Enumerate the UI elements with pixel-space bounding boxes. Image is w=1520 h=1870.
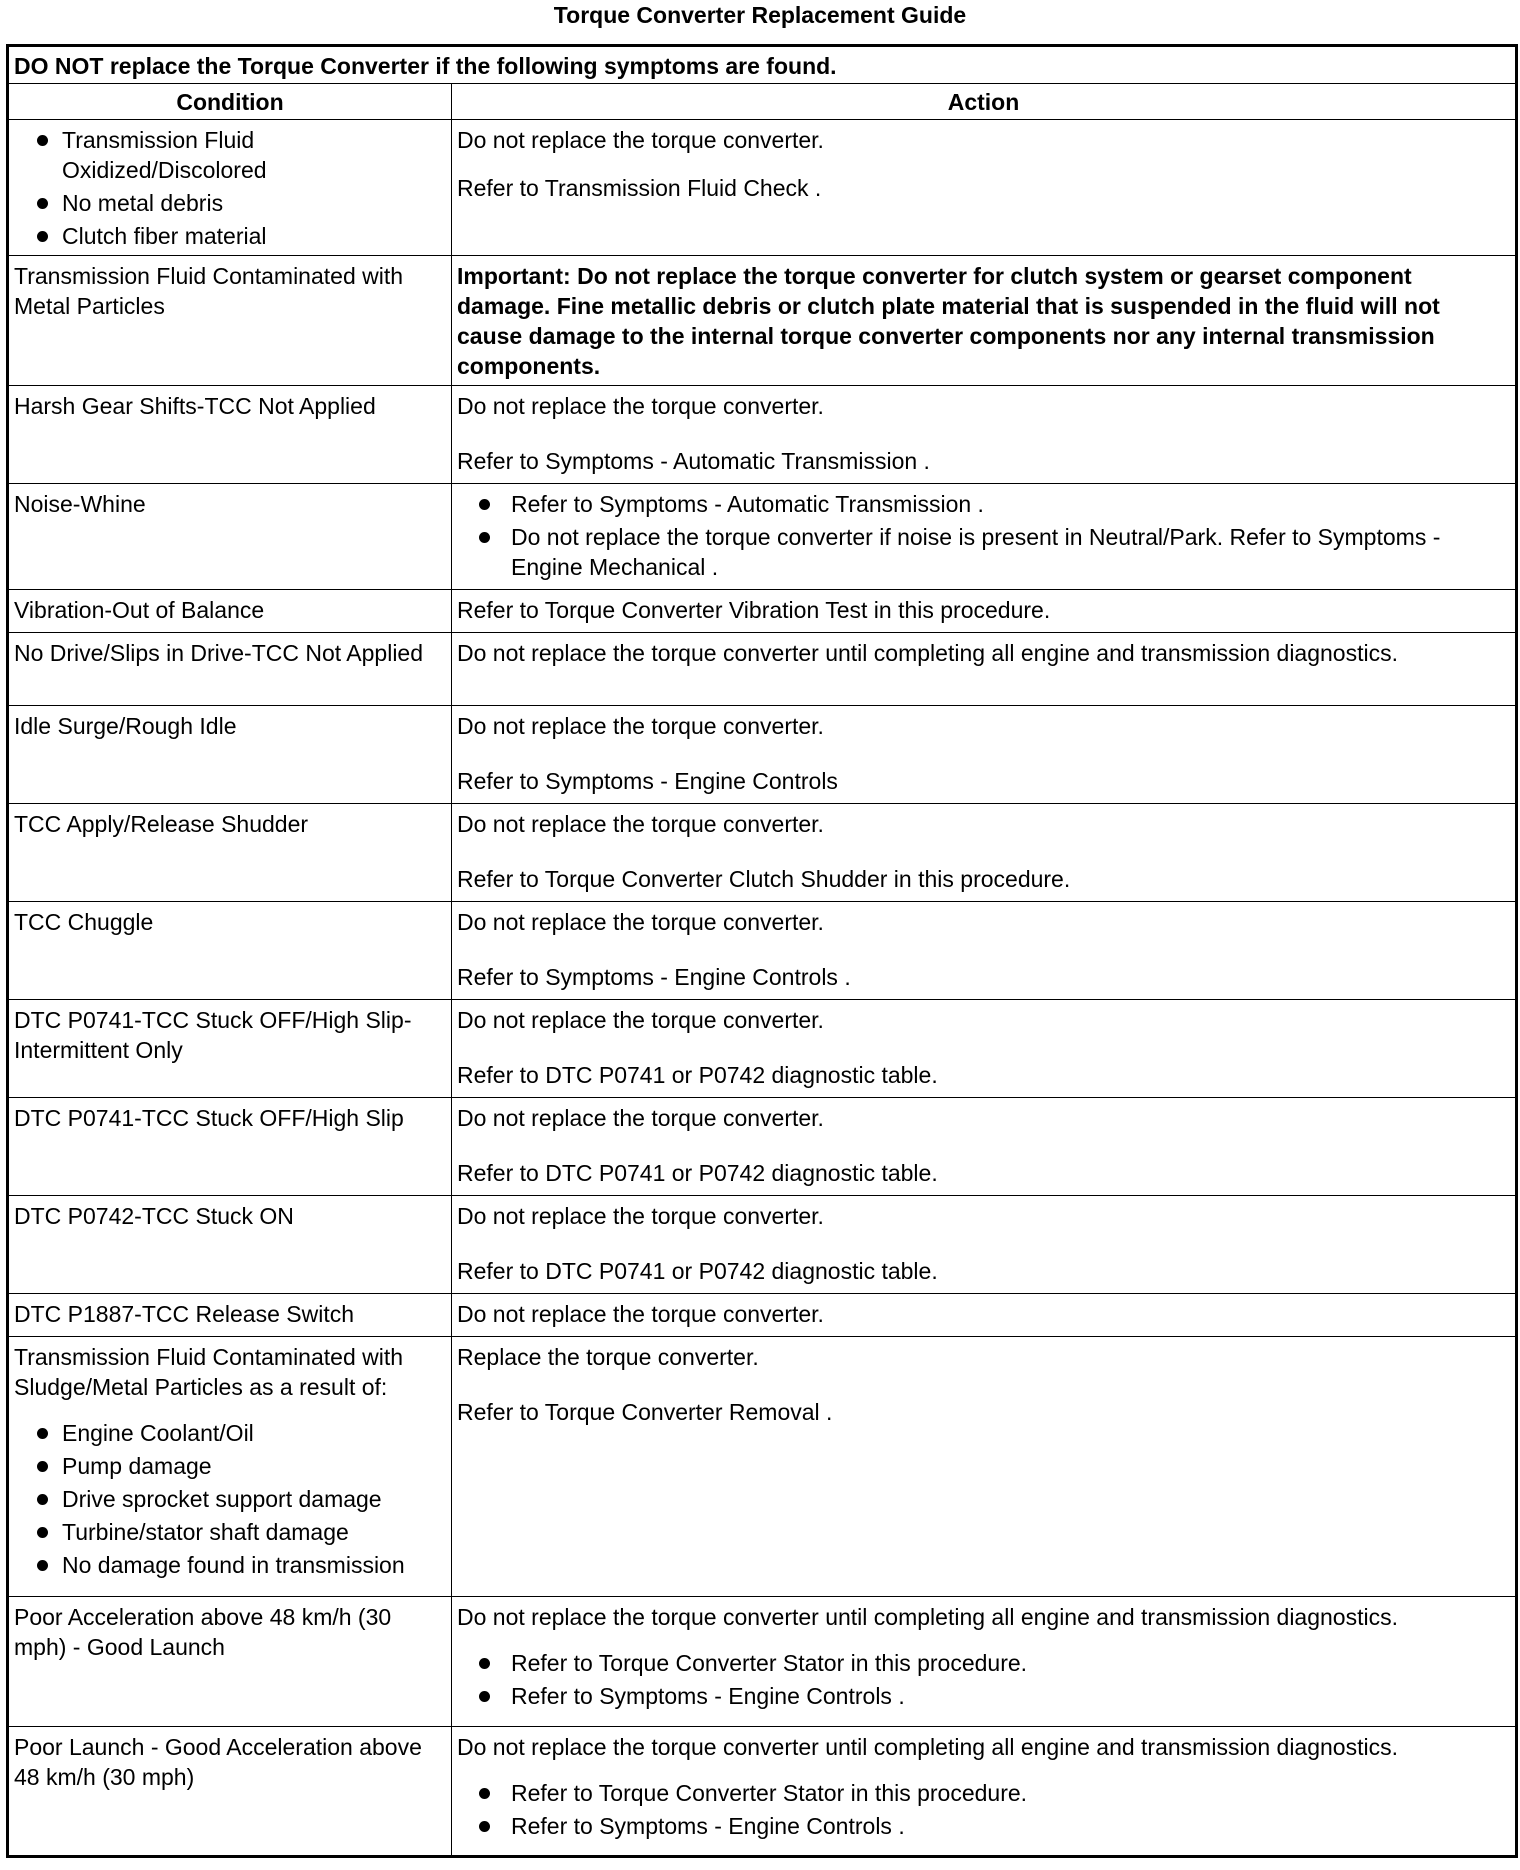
- action-text: Replace the torque converter.: [457, 1344, 759, 1370]
- condition-bullet: Transmission Fluid Oxidized/Discolored: [14, 125, 446, 185]
- action-cell: [452, 1597, 1517, 1727]
- action-cell: Refer to Torque Converter Vibration Test in this procedure.: [452, 590, 1517, 633]
- action-bullet: Do not replace the torque converter if noise is present in Neutral/Park. Refer to Symptoms - Engine Mechanical .: [457, 522, 1510, 582]
- important-note: Important: Do not replace the torque converter for clutch system or gearset component damage. Fine metallic debris or clutch plate material that is suspended in the fluid will not cause damage to the internal torque converter components nor any internal transmission components.: [452, 256, 1517, 386]
- table-row: [8, 256, 1517, 386]
- action-cell: [452, 386, 1517, 484]
- action-bullet: Refer to Symptoms - Engine Controls .: [457, 1811, 1510, 1841]
- table-row: [8, 902, 1517, 1000]
- condition-cell: Noise-Whine: [8, 484, 452, 590]
- action-bullet: Refer to Torque Converter Stator in this procedure.: [457, 1648, 1510, 1678]
- header-row: [8, 84, 1517, 120]
- table-row: [8, 633, 1517, 706]
- action-cell: [452, 1098, 1517, 1196]
- action-text: Refer to Torque Converter Clutch Shudder in this procedure.: [457, 866, 1071, 892]
- action-cell: Do not replace the torque converter.: [452, 1294, 1517, 1337]
- action-text: Do not replace the torque converter.: [457, 393, 824, 419]
- table-row: [8, 1294, 1517, 1337]
- action-text: Do not replace the torque converter.: [457, 713, 824, 739]
- action-text: Do not replace the torque converter.: [457, 1007, 824, 1033]
- condition-cell: Poor Acceleration above 48 km/h (30 mph) - Good Launch: [8, 1597, 452, 1727]
- action-text: Do not replace the torque converter until completing all engine and transmission diagnostics.: [457, 1734, 1398, 1760]
- action-cell: [452, 804, 1517, 902]
- action-text: Refer to Transmission Fluid Check .: [457, 175, 822, 201]
- action-cell: [452, 120, 1517, 256]
- condition-bullet: Turbine/stator shaft damage: [14, 1517, 446, 1547]
- action-cell: [452, 1727, 1517, 1857]
- condition-cell: DTC P0741-TCC Stuck OFF/High Slip: [8, 1098, 452, 1196]
- table-row: [8, 1337, 1517, 1597]
- condition-cell: TCC Chuggle: [8, 902, 452, 1000]
- table-row: [8, 120, 1517, 256]
- banner-row: [8, 46, 1517, 84]
- action-text: Do not replace the torque converter.: [457, 909, 824, 935]
- action-cell: [452, 706, 1517, 804]
- condition-cell: No Drive/Slips in Drive-TCC Not Applied: [8, 633, 452, 706]
- action-bullet: Refer to Torque Converter Stator in this procedure.: [457, 1778, 1510, 1808]
- table-row: [8, 1196, 1517, 1294]
- action-text: Do not replace the torque converter.: [457, 1203, 824, 1229]
- document-title: Torque Converter Replacement Guide: [553, 2, 967, 28]
- action-text: Refer to DTC P0741 or P0742 diagnostic table.: [457, 1258, 938, 1284]
- condition-header: Condition: [8, 84, 452, 120]
- table-row: [8, 1727, 1517, 1857]
- table-row: [8, 1000, 1517, 1098]
- action-bullet: Refer to Symptoms - Engine Controls .: [457, 1681, 1510, 1711]
- condition-bullet: Pump damage: [14, 1451, 446, 1481]
- action-text: Do not replace the torque converter.: [457, 811, 824, 837]
- action-cell: [452, 1337, 1517, 1597]
- condition-bullet: Clutch fiber material: [14, 221, 446, 251]
- table-row: [8, 590, 1517, 633]
- action-cell: Do not replace the torque converter until completing all engine and transmission diagnostics.: [452, 633, 1517, 706]
- action-text: Refer to DTC P0741 or P0742 diagnostic table.: [457, 1160, 938, 1186]
- condition-cell: Poor Launch - Good Acceleration above 48 km/h (30 mph): [8, 1727, 452, 1857]
- condition-bullet: Engine Coolant/Oil: [14, 1418, 446, 1448]
- condition-cell: [8, 1337, 452, 1597]
- table-row: [8, 386, 1517, 484]
- condition-cell: DTC P0741-TCC Stuck OFF/High Slip-Intermittent Only: [8, 1000, 452, 1098]
- action-cell: [452, 484, 1517, 590]
- action-header: Action: [452, 84, 1517, 120]
- condition-cell: DTC P1887-TCC Release Switch: [8, 1294, 452, 1337]
- action-text: Refer to Symptoms - Automatic Transmission .: [457, 448, 930, 474]
- table-row: [8, 804, 1517, 902]
- condition-text: Transmission Fluid Contaminated with Sludge/Metal Particles as a result of:: [14, 1344, 404, 1400]
- action-cell: [452, 902, 1517, 1000]
- condition-bullet: No damage found in transmission: [14, 1550, 446, 1580]
- action-text: Refer to DTC P0741 or P0742 diagnostic table.: [457, 1062, 938, 1088]
- condition-cell: Harsh Gear Shifts-TCC Not Applied: [8, 386, 452, 484]
- action-text: Refer to Symptoms - Engine Controls .: [457, 964, 851, 990]
- action-text: Refer to Symptoms - Engine Controls: [457, 768, 838, 794]
- action-bullet: Refer to Symptoms - Automatic Transmission .: [457, 489, 1510, 519]
- action-cell: [452, 1000, 1517, 1098]
- banner-text: DO NOT replace the Torque Converter if the following symptoms are found.: [8, 46, 1517, 84]
- table-row: [8, 706, 1517, 804]
- condition-cell: [8, 120, 452, 256]
- action-text: Do not replace the torque converter.: [457, 127, 824, 153]
- condition-cell: DTC P0742-TCC Stuck ON: [8, 1196, 452, 1294]
- condition-cell: Transmission Fluid Contaminated with Metal Particles: [8, 256, 452, 386]
- table-row: [8, 1597, 1517, 1727]
- condition-cell: TCC Apply/Release Shudder: [8, 804, 452, 902]
- action-text: Refer to Torque Converter Removal .: [457, 1399, 833, 1425]
- action-text: Do not replace the torque converter until completing all engine and transmission diagnostics.: [457, 1604, 1398, 1630]
- action-text: Do not replace the torque converter.: [457, 1105, 824, 1131]
- action-cell: [452, 1196, 1517, 1294]
- table-row: [8, 1098, 1517, 1196]
- condition-cell: Idle Surge/Rough Idle: [8, 706, 452, 804]
- condition-cell: Vibration-Out of Balance: [8, 590, 452, 633]
- condition-bullet: No metal debris: [14, 188, 446, 218]
- table-row: [8, 484, 1517, 590]
- condition-bullet: Drive sprocket support damage: [14, 1484, 446, 1514]
- replacement-guide-table: [6, 44, 1518, 1858]
